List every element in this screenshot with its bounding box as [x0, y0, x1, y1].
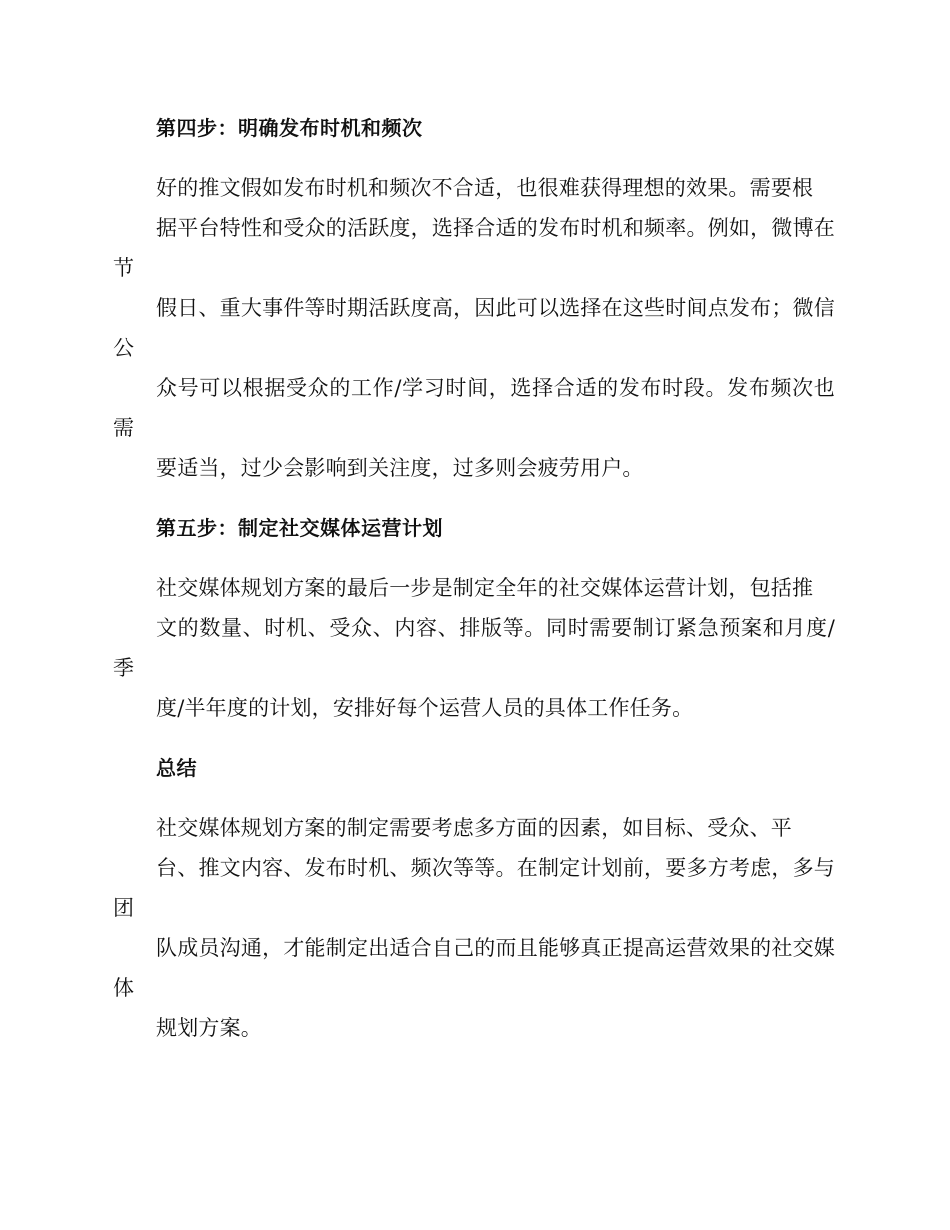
- section-heading: 第四步：明确发布时机和频次: [156, 116, 423, 140]
- paragraph-line: 据平台特性和受众的活跃度，选择合适的发布时机和频率。例如，微博在节: [113, 216, 835, 280]
- paragraph-line: 文的数量、时机、受众、内容、排版等。同时需要制订紧急预案和月度/季: [113, 616, 835, 680]
- section-step-four: [113, 108, 835, 488]
- section-step-five: [113, 508, 835, 728]
- paragraph-line: 众号可以根据受众的工作/学习时间，选择合适的发布时段。发布频次也需: [113, 376, 835, 440]
- paragraph-line: 规划方案。: [156, 1016, 262, 1040]
- section-summary: [113, 748, 835, 1048]
- paragraph-line: 度/半年度的计划，安排好每个运营人员的具体工作任务。: [156, 696, 694, 720]
- section-paragraph: [113, 808, 835, 1048]
- section-paragraph: [113, 168, 835, 488]
- section-paragraph: [113, 568, 835, 728]
- document-body: [113, 108, 835, 1068]
- paragraph-line: 队成员沟通，才能制定出适合自己的而且能够真正提高运营效果的社交媒体: [113, 936, 835, 1000]
- paragraph-line: 社交媒体规划方案的制定需要考虑多方面的因素，如目标、受众、平: [156, 816, 792, 840]
- paragraph-line: 假日、重大事件等时期活跃度高，因此可以选择在这些时间点发布；微信公: [113, 296, 835, 360]
- paragraph-line: 要适当，过少会影响到关注度，过多则会疲劳用户。: [156, 456, 644, 480]
- section-heading: 总结: [156, 756, 197, 780]
- paragraph-line: 台、推文内容、发布时机、频次等等。在制定计划前，要多方考虑，多与团: [113, 856, 835, 920]
- paragraph-line: 社交媒体规划方案的最后一步是制定全年的社交媒体运营计划，包括推: [156, 576, 814, 600]
- section-heading: 第五步：制定社交媒体运营计划: [156, 516, 443, 540]
- paragraph-line: 好的推文假如发布时机和频次不合适，也很难获得理想的效果。需要根: [156, 176, 814, 200]
